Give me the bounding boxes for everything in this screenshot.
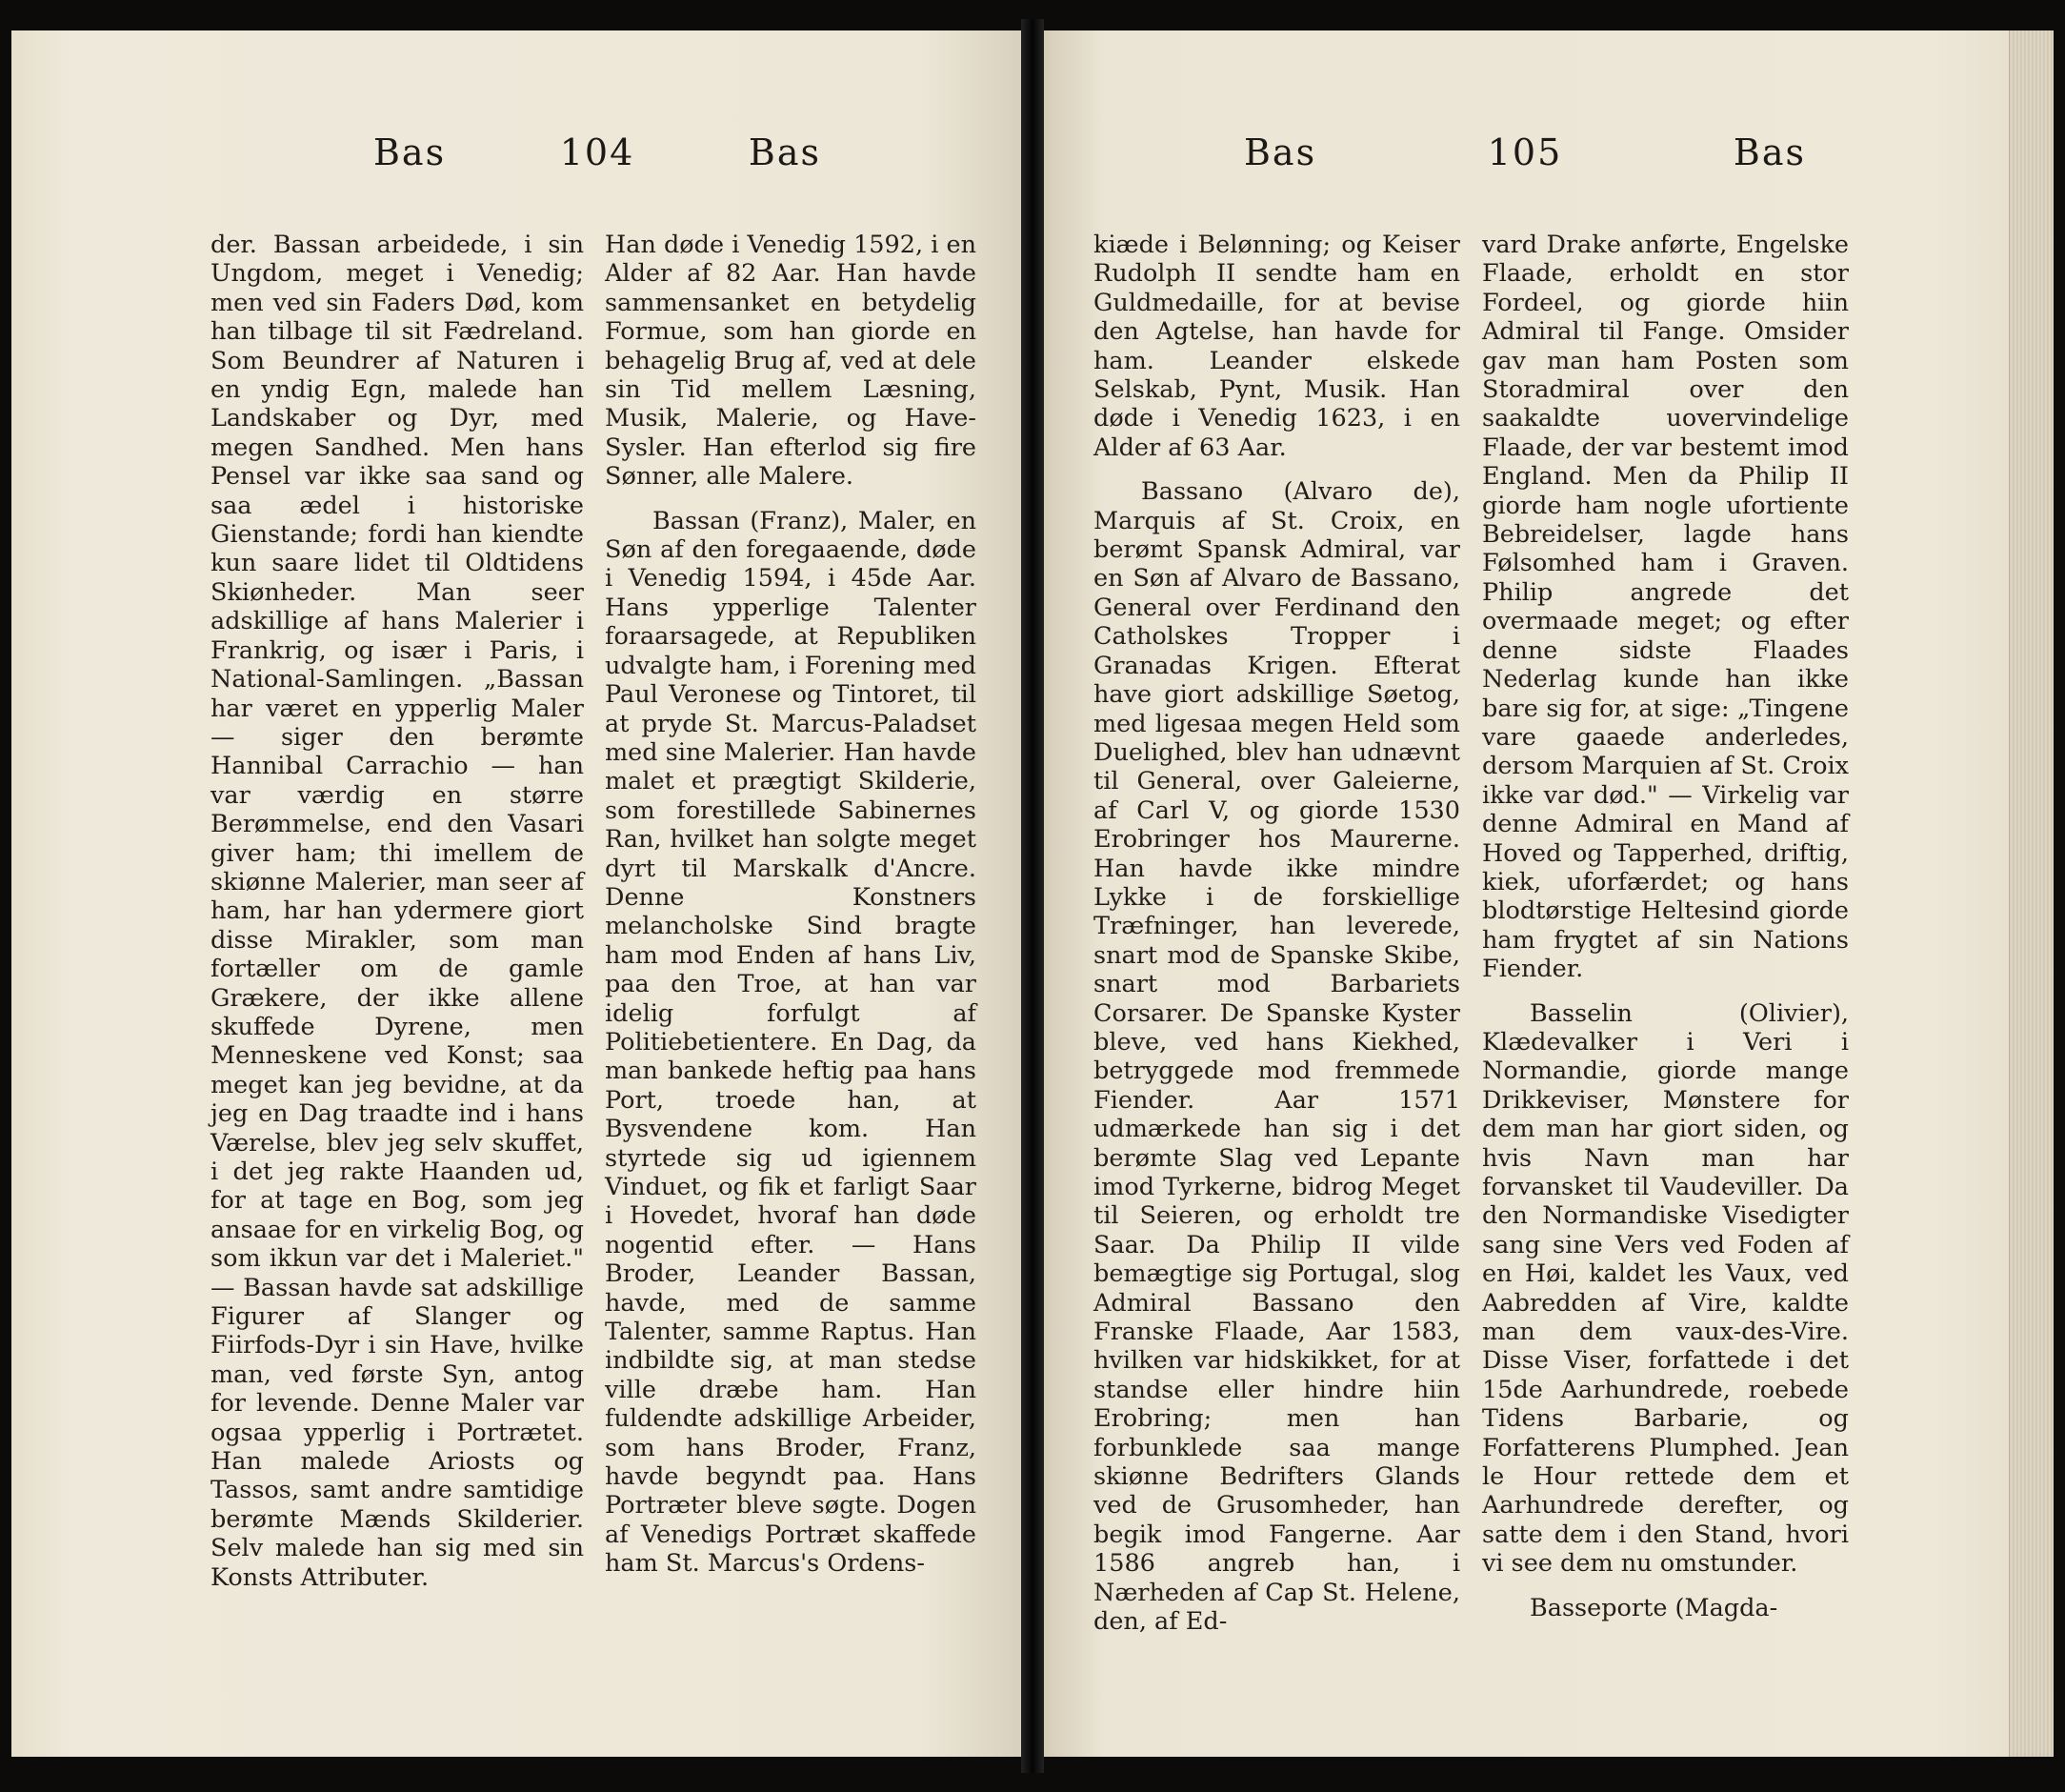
running-head	[1244, 131, 1806, 189]
entry-paragraph: Bassan (Franz), Maler, en Søn af den foregaaende, døde i Venedig 1594, i 45de Aar. Hans ypperlige Talenter foraarsagede, at Republiken udvalgte ham, i Forening med Paul Veronese og Tintoret, til at pryde St. Marcus-Paladset med sine Malerier. Han havde malet et prægtigt Skilderie, som forestillede Sabinernes Ran, hvilket han solgte meget dyrt til Marskalk d'Ancre. Denne Konstners melancholske Sind bragte ham mod Enden af hans Liv, paa den Troe, at han var idelig forfulgt af Politiebetientere. En Dag, da man bankede heftig paa hans Port, troede han, at Bysvendene kom. Han styrtede sig ud igiennem Vinduet, og fik et farligt Saar i Hovedet, hvoraf han døde nogentid efter. — Hans Broder, Leander Bassan, havde, med de samme Talenter, samme Raptus. Han indbildte sig, at man stedse ville dræbe ham. Han fuldendte adskillige Arbeider, som hans Broder, Franz, havde begyndt paa. Hans Portræter bleve søgte. Dogen af Venedigs Portræt skaffede ham St. Marcus's Ordens-	[605, 506, 976, 1579]
entry-paragraph: Bassano (Alvaro de), Marquis af St. Croix, en berømt Spansk Admiral, var en Søn af Alvaro de Bassano, General over Ferdinand den Catholskes Tropper i Granadas Krigen. Efterat have giort adskillige Søetog, med ligesaa megen Held som Duelighed, blev han udnævnt til General, over Galeierne, af Carl V, og giorde 1530 Erobringer hos Maurerne. Han havde ikke mindre Lykke i de forskiellige Træfninger, han leverede, snart mod de Spanske Skibe, snart mod Barbariets Corsarer. De Spanske Kyster bleve, ved hans Kiekhed, betryggede mod fremmede Fiender. Aar 1571 udmærkede han sig i det berømte Slag ved Lepante imod Tyrkerne, bidrog Meget til Seieren, og erholdt tre Saar. Da Philip II vilde bemægtige sig Portugal, slog Admiral Bassano den Franske Flaade, Aar 1583, hvilken var hidskikket, for at standse eller hindre hiin Erobring; men han forbunklede saa mange skiønne Bedrifters Glands ved de Grusomheder, han begik imod Fangerne. Aar 1586 angreb han, i Nærheden af Cap St. Helene, den, af Ed-	[1093, 477, 1460, 1637]
paragraph: kiæde i Belønning; og Keiser Rudolph II sendte ham en Guldmedaille, for at bevise den Agtelse, han havde for ham. Leander elskede Selskab, Pynt, Musik. Han døde i Venedig 1623, i en Alder af 63 Aar.	[1093, 231, 1460, 462]
page-edges	[2009, 30, 2054, 1757]
paragraph: vard Drake anførte, Engelske Flaade, erholdt en stor Fordeel, og giorde hiin Admiral til Fange. Omsider gav man ham Posten som Storadmiral over den saakaldte uovervindelige Flaade, der var bestemt imod England. Men da Philip II giorde ham nogle ufortiente Bebreidelser, lagde hans Følsomhed ham i Graven. Philip angrede det overmaade meget; og efter denne sidste Flaades Nederlag kunde han ikke bare sig for, at sige: „Tingene vare gaaede anderledes, dersom Marquien af St. Croix ikke var død." — Virkelig var denne Admiral en Mand af Hoved og Tapperhed, driftig, kiek, uforfærdet; og hans blodtørstige Heltesind giorde ham frygtet af sin Nations Fiender.	[1482, 231, 1849, 984]
left-page	[11, 30, 1021, 1757]
header-left-word: Bas	[1244, 131, 1317, 173]
text-column	[605, 231, 976, 1579]
text-column	[211, 231, 584, 1592]
page-number: 104	[559, 131, 635, 173]
paragraph: der. Bassan arbeidede, i sin Ungdom, meget i Venedig; men ved sin Faders Død, kom han tilbage til sit Fædreland. Som Beundrer af Naturen i en yndig Egn, malede han Landskaber og Dyr, med megen Sandhed. Men hans Pensel var ikke saa sand og saa ædel i historiske Gienstande; fordi han kiendte kun saare lidet til Oldtidens Skiønheder. Man seer adskillige af hans Malerier i Frankrig, og især i Paris, i National-Samlingen. „Bassan har været en ypperlig Maler — siger den berømte Hannibal Carrachio — han var værdig en større Berømmelse, end den Vasari giver ham; thi imellem de skiønne Malerier, man seer af ham, har han ydermere giort disse Mirakler, som man fortæller om de gamle Grækere, der ikke allene skuffede Dyrene, men Menneskene ved Konst; saa meget kan jeg bevidne, at da jeg en Dag traadte ind i hans Værelse, blev jeg selv skuffet, i det jeg rakte Haanden ud, for at tage en Bog, som jeg ansaae for en virkelig Bog, og som ikkun var det i Maleriet." — Bassan havde sat adskillige Figurer af Slanger og Fiirfods-Dyr i sin Have, hvilke man, ved første Syn, antog for levende. Denne Maler var ogsaa ypperlig i Portrætet. Han malede Ariosts og Tassos, samt andre samtidige berømte Mænds Skilderier. Selv malede han sig med sin Konsts Attributer.	[211, 231, 584, 1592]
header-right-word: Bas	[748, 131, 821, 173]
right-page	[1044, 30, 2054, 1757]
entry-paragraph: Basseporte (Magda-	[1530, 1593, 1778, 1622]
text-column	[1093, 231, 1460, 1637]
header-left-word: Bas	[373, 131, 447, 173]
page-number: 105	[1487, 131, 1563, 173]
header-right-word: Bas	[1733, 131, 1806, 173]
text-column	[1482, 231, 1849, 1622]
paragraph: Han døde i Venedig 1592, i en Alder af 82 Aar. Han havde sammensanket en betydelig Formue, som han giorde en behagelig Brug af, ved at dele sin Tid mellem Læsning, Musik, Malerie, og Have-Sysler. Han efterlod sig fire Sønner, alle Malere.	[605, 231, 976, 492]
running-head	[373, 131, 821, 189]
entry-paragraph: Basselin (Olivier), Klædevalker i Veri i Normandie, giorde mange Drikkeviser, Mønstere for dem man har giort siden, og hvis Navn man har forvansket til Vaudeviller. Da den Normandiske Visedigter sang sine Vers ved Foden af en Høi, kaldet les Vaux, ved Aabredden af Vire, kaldte man dem vaux-des-Vire. Disse Viser, forfattede i det 15de Aarhundrede, roebede Tidens Barbarie, og Forfatterens Plumphed. Jean le Hour rettede dem et Aarhundrede derefter, og satte dem i den Stand, hvori vi see dem nu omstunder.	[1482, 998, 1849, 1579]
book-gutter	[1021, 19, 1044, 1773]
